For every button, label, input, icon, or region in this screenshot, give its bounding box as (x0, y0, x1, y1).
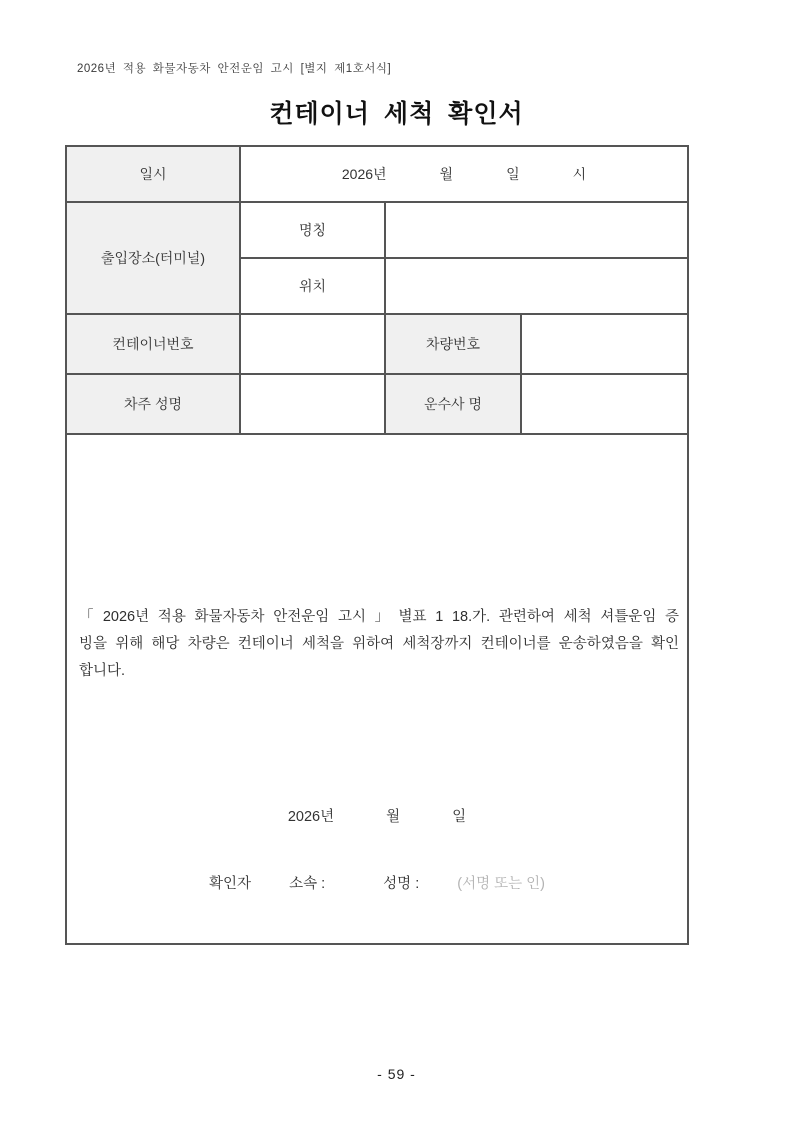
datetime-day-label: 일 (506, 166, 520, 182)
confirmer-label: 확인자 (209, 875, 252, 892)
datetime-label-cell: 일시 (66, 146, 240, 202)
statement-text: 「 2026년 적용 화물자동차 안전운임 고시 」 별표 1 18.가. 관련하여 세척 셔틀운임 증빙을 위해 해당 차량은 컨테이너 세척을 위하여 세척장까지 컨테이너를 운송하였음을 확인합니다. (79, 608, 680, 679)
carrier-name-label-cell: 운수사 명 (385, 374, 521, 434)
datetime-value-cell (240, 146, 688, 202)
vehicle-number-value-cell (521, 314, 688, 374)
datetime-hour-label: 시 (572, 166, 587, 182)
container-number-label-cell: 컨테이너번호 (66, 314, 240, 374)
datetime-row (66, 146, 688, 202)
seal-note: (서명 또는 인) (457, 875, 545, 892)
place-location-value-cell (385, 258, 688, 314)
statement-row (66, 434, 688, 944)
datetime-month-label: 월 (439, 166, 454, 182)
place-name-label-cell: 명칭 (240, 202, 385, 258)
datetime-year-label: 2026년 (341, 166, 387, 182)
place-name-value-cell (385, 202, 688, 258)
container-number-row (66, 314, 688, 374)
confirm-date-year-label: 2026년 (287, 808, 335, 825)
page-title: 컨테이너 세척 확인서 (269, 100, 524, 128)
place-label-cell: 출입장소(터미널) (66, 202, 240, 314)
owner-name-label-cell: 차주 성명 (66, 374, 240, 434)
confirm-date-line (67, 805, 687, 826)
vehicle-number-label-cell: 차량번호 (385, 314, 521, 374)
place-name-row (66, 202, 688, 258)
confirm-date-month-label: 월 (386, 808, 401, 825)
statement-cell (66, 434, 688, 944)
place-location-label-cell: 위치 (240, 258, 385, 314)
name-field-label: 성명 : (383, 875, 420, 892)
page-number: - 59 - (377, 1066, 416, 1082)
carrier-name-value-cell (521, 374, 688, 434)
form-table (65, 145, 689, 945)
confirm-date-day-label: 일 (452, 808, 467, 825)
owner-name-row (66, 374, 688, 434)
signature-line (67, 872, 687, 893)
affiliation-label: 소속 : (289, 875, 326, 892)
container-number-value-cell (240, 314, 385, 374)
header-note: 2026년 적용 화물자동차 안전운임 고시 [별지 제1호서식] (77, 63, 392, 75)
owner-name-value-cell (240, 374, 385, 434)
datetime-value-line (241, 164, 687, 184)
